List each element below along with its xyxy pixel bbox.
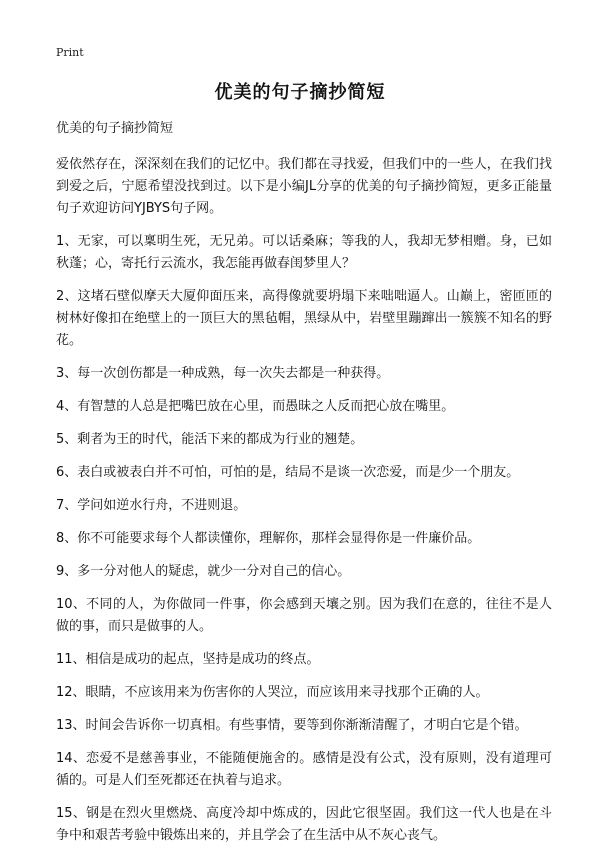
- quote-item-3: 3、每一次创伤都是一种成熟，每一次失去都是一种获得。: [56, 366, 390, 381]
- quote-item-2: 2、这堵石壁似摩天大厦仰面压来，高得像就要坍塌下来咄咄逼人。山巅上，密匝匝的树林好像扣在绝壁上的一顶巨大的黑毡帽，黑绿从中，岩壁里蹦蹿出一簇簇不知名的野花。: [56, 289, 552, 348]
- intro-paragraph: 爱依然存在，深深刻在我们的记忆中。我们都在寻找爱，但我们中的一些人，在我们找到爱之后，宁愿希望没找到过。以下是小编JL分享的优美的句子摘抄简短，更多正能量句子欢迎访问YJBYS句子网。: [56, 157, 552, 216]
- quote-item-1: 1、无家，可以稟明生死，无兄弟。可以话桑麻；等我的人，我却无梦相赠。身，已如秋蓬；心，寄托行云流水，我怎能再做春闺梦里人？: [56, 234, 552, 271]
- quote-item-4: 4、有智慧的人总是把嘴巴放在心里，而愚昧之人反而把心放在嘴里。: [56, 399, 455, 414]
- quote-item-11: 11、相信是成功的起点，坚持是成功的终点。: [56, 652, 320, 667]
- quote-item-10: 10、不同的人，为你做同一件事，你会感到天壤之别。因为我们在意的，往往不是人做的事，而只是做事的人。: [56, 597, 552, 634]
- quote-item-15: 15、钢是在烈火里燃烧、高度冷却中炼成的，因此它很坚固。我们这一代人也是在斗争中和艰苦考验中锻炼出来的，并且学会了在生活中从不灰心丧气。: [56, 806, 552, 843]
- quote-item-5: 5、剩者为王的时代，能活下来的都成为行业的翘楚。: [56, 432, 364, 447]
- quote-item-13: 13、时间会告诉你一切真相。有些事情，要等到你渐渐清醒了，才明白它是个错。: [56, 718, 528, 733]
- quote-item-9: 9、多一分对他人的疑虑，就少一分对自己的信心。: [56, 564, 351, 579]
- article-body: [56, 118, 552, 858]
- quote-item-6: 6、表白或被表白并不可怕，可怕的是，结局不是谈一次恋爱，而是少一个朋友。: [56, 465, 520, 480]
- quote-item-8: 8、你不可能要求每个人都读懂你，理解你，那样会显得你是一件廉价品。: [56, 531, 481, 546]
- print-label[interactable]: Print: [56, 46, 84, 59]
- page-title: 优美的句子摘抄简短: [214, 82, 386, 103]
- quote-item-14: 14、恋爱不是慈善事业，不能随便施舍的。感情是没有公式，没有原则，没有道理可循的。可是人们至死都还在执着与追求。: [56, 751, 552, 788]
- quote-item-12: 12、眼睛，不应该用来为伤害你的人哭泣，而应该用来寻找那个正确的人。: [56, 685, 489, 700]
- article-subtitle: 优美的句子摘抄简短: [56, 121, 174, 136]
- quote-item-7: 7、学问如逆水行舟，不进则退。: [56, 498, 247, 513]
